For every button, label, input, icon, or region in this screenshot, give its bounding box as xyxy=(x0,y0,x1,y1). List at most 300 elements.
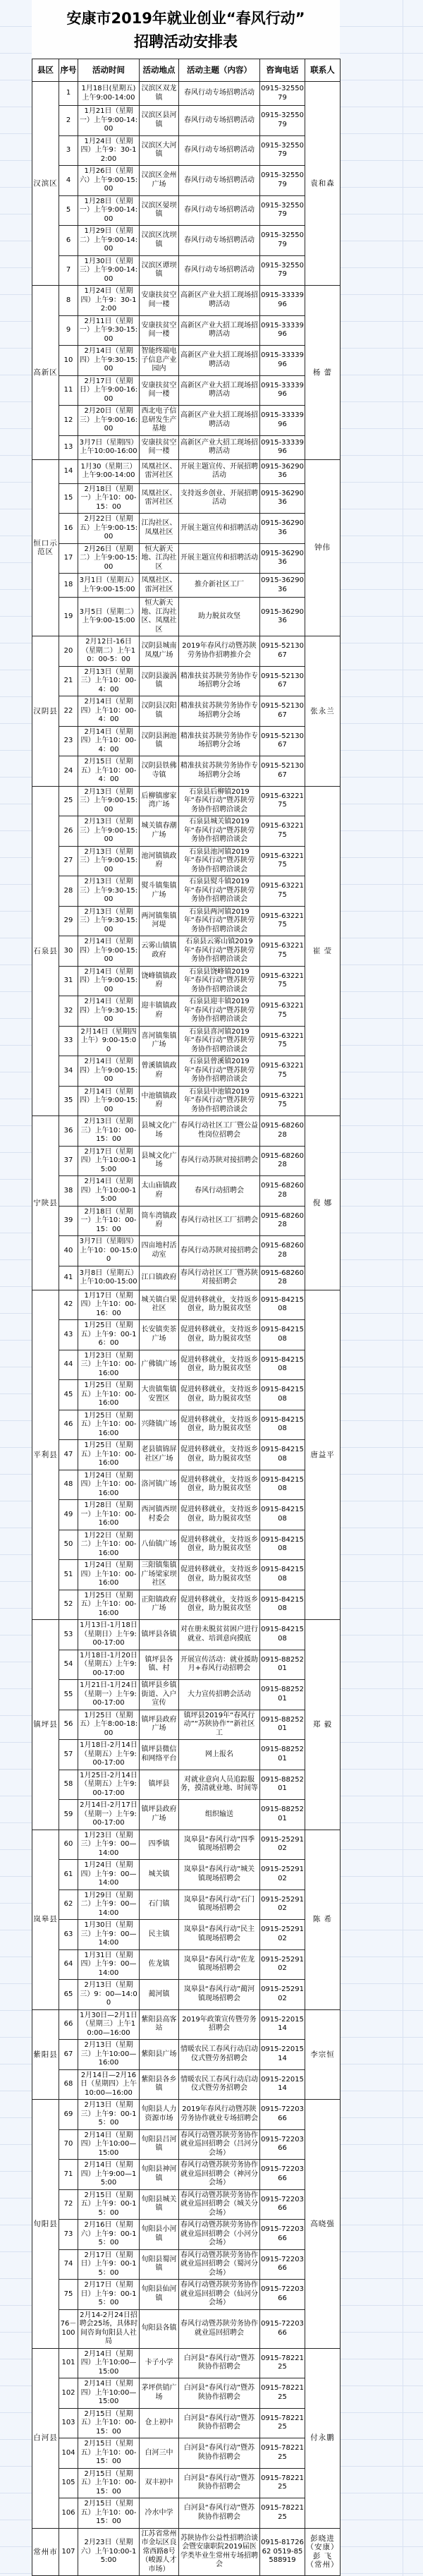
phone-cell: 0915-6322175 xyxy=(260,876,305,907)
page-title xyxy=(32,0,340,59)
contact-cell: 袁和森 xyxy=(305,82,341,286)
theme-cell: 促进转移就业，支持返乡创业，助力脱贫攻坚 xyxy=(179,1470,260,1500)
table-row xyxy=(32,2408,341,2438)
theme-cell: 春风行动专场招聘活动 xyxy=(179,82,260,106)
table-row xyxy=(32,543,341,574)
phone-cell: 0915-8172662 0519-85588919 xyxy=(260,2528,305,2576)
phone-cell: 0915-3629036 xyxy=(260,574,305,598)
time-cell: 1月21日（星期一）上午9:00-14:00 xyxy=(78,106,140,136)
contact-cell: 郑 毅 xyxy=(305,1620,341,1830)
place-cell: 恒大新天地、江沟社区、凤凰社区 xyxy=(140,598,179,636)
time-cell: 2月17日（星期四）上午10:00-15:00 xyxy=(78,1146,140,1176)
phone-cell: 0915-6826028 xyxy=(260,1266,305,1290)
phone-cell: 0915-3629036 xyxy=(260,543,305,574)
time-cell: 1月25日（星期五）上午10：00-16:00 xyxy=(78,1590,140,1620)
theme-cell: 高新区产业大招工现场招聘活动 xyxy=(179,286,260,316)
time-cell: 2月14日（星期四）上午10:00—15:00 xyxy=(78,2348,140,2378)
time-cell: 2月14日-2月17日（星期一）上午9:00-17:00 xyxy=(78,1800,140,1830)
phone-cell: 0915-8421508 xyxy=(260,1530,305,1560)
theme-cell: 石泉县饶峰镇2019年“春风行动”暨苏陕劳务协作招聘洽谈会 xyxy=(179,966,260,996)
theme-cell: 石泉县两河镇2019年“春风行动”暨苏陕劳务协作招聘洽谈会 xyxy=(179,906,260,936)
table-row xyxy=(32,786,341,816)
table-row xyxy=(32,346,341,376)
place-cell: 江苏省常州市金坛区良常西路8号（峻源人才市场） xyxy=(140,2528,179,2576)
time-cell: 1月30（星期三）上午9:00-14:00 xyxy=(78,459,140,483)
phone-cell: 0915-3629036 xyxy=(260,459,305,483)
place-cell: 镇坪县 xyxy=(140,1770,179,1800)
phone-cell: 0915-2529102 xyxy=(260,1889,305,1920)
theme-cell: 春风行动招聘会 xyxy=(179,1176,260,1207)
table-row xyxy=(32,406,341,436)
theme-cell: 石泉县迎丰镇2019年“春风行动”暨苏陕劳务协作招聘洽谈会 xyxy=(179,996,260,1027)
time-cell: 2月13日（星期三）上午9:30-15:00 xyxy=(78,876,140,907)
row-number-cell: 54 xyxy=(59,1650,78,1680)
phone-cell: 0915-8825201 xyxy=(260,1770,305,1800)
phone-cell: 0915-3255079 xyxy=(260,106,305,136)
row-number-cell: 104 xyxy=(59,2438,78,2469)
place-cell: 饶峰镇镇政府 xyxy=(140,966,179,996)
place-cell: 凤凰社区、雷河社区 xyxy=(140,459,179,483)
contact-cell: 崔 莹 xyxy=(305,786,341,1116)
phone-cell: 0915-6322175 xyxy=(260,936,305,967)
schedule-table-body xyxy=(32,82,341,2576)
theme-cell: 春风行动暨苏陕劳务协作就业巡回招聘会（仙河分会场） xyxy=(179,2280,260,2310)
schedule-table xyxy=(32,59,341,2576)
document-content xyxy=(32,0,340,2576)
table-row xyxy=(32,135,341,166)
place-cell: 紫阳县广场 xyxy=(140,2040,179,2070)
place-cell: 汉阴县涧池镇 xyxy=(140,726,179,756)
place-cell: 城关镇春潮广场 xyxy=(140,816,179,847)
county-cell: 旬阳县 xyxy=(32,2100,59,2349)
table-row xyxy=(32,906,341,936)
theme-cell: 支持返乡创业、开展招聘活动 xyxy=(179,483,260,514)
row-number-cell: 68 xyxy=(59,2069,78,2100)
time-cell: 2月14日（星期四）上午10:00-15:00 xyxy=(78,1176,140,1207)
contact-cell: 唐益平 xyxy=(305,1290,341,1620)
phone-cell: 0915-8421508 xyxy=(260,1500,305,1530)
time-cell: 1月30日（星期三）上午9:00-14:00 xyxy=(78,255,140,286)
theme-cell: 白河县“春风行动”暨苏陕协作招聘会 xyxy=(179,2348,260,2378)
theme-cell: 对就业意向人员追踪服务，摸清就业地、时间等 xyxy=(179,1770,260,1800)
contact-cell: 付永鹏 xyxy=(305,2348,341,2528)
phone-cell: 0915-6826028 xyxy=(260,1146,305,1176)
place-cell: 兴隆镇广场 xyxy=(140,1410,179,1440)
place-cell: 旬阳县仙河镇 xyxy=(140,2280,179,2310)
theme-cell: 组织输送 xyxy=(179,1800,260,1830)
time-cell: 1月24日（星期四）上午9：30-12:00 xyxy=(78,286,140,316)
theme-cell: 苏陕协作公益性招聘洽谈会暨安康职院2019届医学类毕业生常州专场招聘会 xyxy=(179,2528,260,2576)
table-row xyxy=(32,2220,341,2250)
theme-cell: 春风行动暨苏陕劳务协作就业巡回招聘会 xyxy=(179,2309,260,2348)
phone-cell: 0915-7220366 xyxy=(260,2160,305,2190)
theme-cell: 网上报名 xyxy=(179,1740,260,1770)
theme-cell: 推介新社区工厂 xyxy=(179,574,260,598)
place-cell: 江口镇政府 xyxy=(140,1266,179,1290)
place-cell: 城关镇白果社区 xyxy=(140,1290,179,1320)
row-number-cell: 37 xyxy=(59,1146,78,1176)
place-cell: 旬阳县人力资源市场 xyxy=(140,2100,179,2130)
row-number-cell: 62 xyxy=(59,1889,78,1920)
phone-cell: 0915-3629036 xyxy=(260,483,305,514)
row-number-cell: 39 xyxy=(59,1206,78,1236)
phone-cell: 0915-7220366 xyxy=(260,2309,305,2348)
phone-cell: 0915-7220366 xyxy=(260,2129,305,2160)
row-number-cell: 29 xyxy=(59,906,78,936)
theme-cell: 春风行动专场招聘活动 xyxy=(179,226,260,256)
phone-cell: 0915-2201514 xyxy=(260,2040,305,2070)
phone-cell: 0915-2201514 xyxy=(260,2069,305,2100)
table-row xyxy=(32,2040,341,2070)
time-cell: 1月25日（星期五）上午10：00-16:00 xyxy=(78,1380,140,1410)
row-number-cell: 76－100 xyxy=(59,2309,78,2348)
row-number-cell: 23 xyxy=(59,726,78,756)
time-cell: 1月24日（星期四）上午9：30-12:00 xyxy=(78,135,140,166)
row-number-cell: 69 xyxy=(59,2100,78,2130)
theme-cell: 2019年春风行动暨苏陕劳务协作就业专场招聘会 xyxy=(179,2100,260,2130)
place-cell: 汉滨区沈坝镇 xyxy=(140,226,179,256)
row-number-cell: 55 xyxy=(59,1680,78,1710)
phone-cell: 0915-2529102 xyxy=(260,1830,305,1860)
time-cell: 1月24日（星期四）上午9：00—14:00 xyxy=(78,1860,140,1890)
header-place: 活动地点 xyxy=(140,59,179,82)
theme-cell: 石泉县喜河镇2019年“春风行动”暨苏陕劳务协作招聘洽谈会 xyxy=(179,1026,260,1056)
phone-cell: 0915-6322175 xyxy=(260,1056,305,1087)
phone-cell: 0915-2529102 xyxy=(260,1920,305,1950)
contact-cell: 张永兰 xyxy=(305,636,341,787)
row-number-cell: 7 xyxy=(59,255,78,286)
table-row xyxy=(32,696,341,727)
time-cell: 2月16日（星期六）上午9：00-15：00 xyxy=(78,2220,140,2250)
theme-cell: 促进转移就业，支持返乡创业，助力脱贫攻坚 xyxy=(179,1560,260,1590)
row-number-cell: 1 xyxy=(59,82,78,106)
place-cell: 双丰初中 xyxy=(140,2468,179,2498)
theme-cell: 白河县“春风行动”暨苏陕协作招聘会 xyxy=(179,2498,260,2529)
table-row xyxy=(32,286,341,316)
place-cell: 正阳镇政府广场 xyxy=(140,1590,179,1620)
table-row xyxy=(32,315,341,346)
phone-cell: 0915-7220366 xyxy=(260,2100,305,2130)
theme-cell: 石泉县云雾山镇2019年“春风行动”暨苏陕劳务协作招聘洽谈会 xyxy=(179,936,260,967)
row-number-cell: 107 xyxy=(59,2528,78,2576)
time-cell: 1月23日（星期三）上午10：00-16:00 xyxy=(78,1350,140,1380)
row-number-cell: 28 xyxy=(59,876,78,907)
table-row xyxy=(32,375,341,406)
theme-cell: 开展主题宣传和招聘活动 xyxy=(179,514,260,544)
table-row xyxy=(32,1056,341,1087)
phone-cell: 0915-8421508 xyxy=(260,1290,305,1320)
row-number-cell: 42 xyxy=(59,1290,78,1320)
phone-cell: 0915-8421508 xyxy=(260,1620,305,1650)
time-cell: 2月14日（星期四）上午9:00-15:00 xyxy=(78,1056,140,1087)
table-row xyxy=(32,1710,341,1740)
table-row xyxy=(32,2498,341,2529)
table-row xyxy=(32,2280,341,2310)
time-cell: 2月14日（星期四）上午10：00-4：00 xyxy=(78,696,140,727)
phone-cell: 0915-3255079 xyxy=(260,255,305,286)
place-cell: 凤凰社区、雷河社区 xyxy=(140,483,179,514)
time-cell: 2月26日（星期二）上午9:00-15:00 xyxy=(78,543,140,574)
time-cell: 2月18日（星期一）上午10：00-15：00 xyxy=(78,483,140,514)
theme-cell: 精准扶贫苏陕劳务协作专场招聘分会场 xyxy=(179,696,260,727)
table-row xyxy=(32,2129,341,2160)
theme-cell: 高新区产业大招工现场招聘活动 xyxy=(179,315,260,346)
phone-cell: 0915-7822125 xyxy=(260,2468,305,2498)
row-number-cell: 30 xyxy=(59,936,78,967)
table-row xyxy=(32,1530,341,1560)
theme-cell: 开展宣传活动：就业援助月+春风行动招聘会 xyxy=(179,1650,260,1680)
phone-cell: 0915-3629036 xyxy=(260,514,305,544)
theme-cell: 石泉县城关镇2019年“春风行动”暨苏陕劳务协作招聘洽谈会 xyxy=(179,816,260,847)
table-row xyxy=(32,726,341,756)
table-row xyxy=(32,1350,341,1380)
table-row xyxy=(32,598,341,636)
place-cell: 镇坪县政府广场 xyxy=(140,1710,179,1740)
table-row xyxy=(32,876,341,907)
table-row xyxy=(32,1266,341,1290)
table-row xyxy=(32,1980,341,2010)
time-cell: 1月25日（星期五）上午10：00-16:00 xyxy=(78,1410,140,1440)
time-cell: 1月25日（星期五）上午10：00-16:00 xyxy=(78,1440,140,1470)
phone-cell: 0915-8825201 xyxy=(260,1740,305,1770)
row-number-cell: 71 xyxy=(59,2160,78,2190)
theme-cell: 春风行动暨苏陕劳务协作就业巡回招聘会（神河分会场） xyxy=(179,2160,260,2190)
phone-cell: 0915-3255079 xyxy=(260,135,305,166)
table-row xyxy=(32,1320,341,1350)
theme-cell: 白河县“春风行动”暨苏陕协作招聘会 xyxy=(179,2468,260,2498)
time-cell: 2月13日（星期三）上午9：00-15：00 xyxy=(78,2100,140,2130)
theme-cell: 开展主题宣传和招聘活动 xyxy=(179,543,260,574)
phone-cell: 0915-8421508 xyxy=(260,1410,305,1440)
phone-cell: 0915-6322175 xyxy=(260,1026,305,1056)
time-cell: 2月15日（星期五）上午9：00-15：00 xyxy=(78,2189,140,2220)
row-number-cell: 12 xyxy=(59,406,78,436)
row-number-cell: 2 xyxy=(59,106,78,136)
time-cell: 2月14日—2月16日（星期四）上午10:00—16:00 xyxy=(78,2069,140,2100)
place-cell: 紫阳县高客站 xyxy=(140,2009,179,2040)
place-cell: 汉滨区晏坝镇 xyxy=(140,195,179,226)
row-number-cell: 58 xyxy=(59,1770,78,1800)
header-theme: 活动主题（内容） xyxy=(179,59,260,82)
time-cell: 2月13日（星期三）上午10：00-15：00 xyxy=(78,1116,140,1147)
table-row xyxy=(32,514,341,544)
place-cell: 冷水中学 xyxy=(140,2498,179,2529)
phone-cell: 0915-6826028 xyxy=(260,1206,305,1236)
place-cell: 汉阴县城南凤凰广场 xyxy=(140,636,179,667)
theme-cell: 高新区产业大招工现场招聘活动 xyxy=(179,406,260,436)
phone-cell: 0915-6322175 xyxy=(260,966,305,996)
contact-cell: 陈 希 xyxy=(305,1830,341,2009)
theme-cell: 促进转移就业，支持返乡创业，助力脱贫攻坚 xyxy=(179,1590,260,1620)
theme-cell: 情暖农民工春风行动启动仪式暨劳务招聘会 xyxy=(179,2040,260,2070)
time-cell: 2月11日（星期一）上午9:30-15:00 xyxy=(78,315,140,346)
county-cell: 汉阴县 xyxy=(32,636,59,787)
phone-cell: 0915-3255079 xyxy=(260,226,305,256)
theme-cell: 促进转移就业，支持返乡创业，助力脱贫攻坚 xyxy=(179,1380,260,1410)
row-number-cell: 8 xyxy=(59,286,78,316)
theme-cell: 岚皋县“春风行动”石门镇现场招聘会 xyxy=(179,1889,260,1920)
time-cell: 1月28日（星期一）上午9:00-14:00 xyxy=(78,195,140,226)
phone-cell: 0915-7822125 xyxy=(260,2438,305,2469)
theme-cell: 促进转移就业，支持返乡创业，助力脱贫攻坚 xyxy=(179,1350,260,1380)
time-cell: 2月17日（星期日）上午9：00-15：00 xyxy=(78,2280,140,2310)
row-number-cell: 61 xyxy=(59,1860,78,1890)
theme-cell: 石泉县中池镇2019年“春风行动”暨苏陕劳务协作招聘洽谈会 xyxy=(179,1086,260,1116)
row-number-cell: 105 xyxy=(59,2468,78,2498)
time-cell: 1月29日（星期二）上午9：00—14:00 xyxy=(78,1889,140,1920)
time-cell: 2月15日（星期五）上午10：00-15：00 xyxy=(78,2438,140,2469)
table-row xyxy=(32,1236,341,1266)
row-number-cell: 32 xyxy=(59,996,78,1027)
theme-cell: 白河县“春风行动”暨苏陕协作招聘会 xyxy=(179,2438,260,2469)
phone-cell: 0915-5213067 xyxy=(260,636,305,667)
row-number-cell: 53 xyxy=(59,1620,78,1650)
place-cell: 凤凰社区、雷河社区 xyxy=(140,574,179,598)
theme-cell: 促进转移就业，支持返乡创业，助力脱贫攻坚 xyxy=(179,1500,260,1530)
header-phone: 咨询电话 xyxy=(260,59,305,82)
place-cell: 西北电子信息研发生产基地 xyxy=(140,406,179,436)
place-cell: 智能终端电子信息产业园内 xyxy=(140,346,179,376)
theme-cell: 高新区产业大招工现场招聘活动 xyxy=(179,375,260,406)
table-row xyxy=(32,1800,341,1830)
row-number-cell: 25 xyxy=(59,786,78,816)
time-cell: 2月14日（星期四）上午9:30-15:00 xyxy=(78,346,140,376)
time-cell: 1月17日（星期四）上午10：00-16：00 xyxy=(78,1290,140,1320)
phone-cell: 0915-8421508 xyxy=(260,1380,305,1410)
row-number-cell: 6 xyxy=(59,226,78,256)
place-cell: 三阳镇集镇广场梁家坝社区 xyxy=(140,1560,179,1590)
time-cell: 2月12日-16日（星期二）上午10：00-5：00 xyxy=(78,636,140,667)
time-cell: 2月14日（星期四）上午9:00-15:00 xyxy=(78,1086,140,1116)
theme-cell: 春风行动苏陕对接招聘会 xyxy=(179,1236,260,1266)
row-number-cell: 72 xyxy=(59,2189,78,2220)
row-number-cell: 63 xyxy=(59,1920,78,1950)
county-cell: 高新区 xyxy=(32,286,59,460)
row-number-cell: 44 xyxy=(59,1350,78,1380)
phone-cell: 0915-3333996 xyxy=(260,315,305,346)
theme-cell: 岚皋县“春风行动”民主镇现场招聘会 xyxy=(179,1920,260,1950)
place-cell: 镇坪县政府广场 xyxy=(140,1800,179,1830)
row-number-cell: 106 xyxy=(59,2498,78,2529)
table-row xyxy=(32,2348,341,2378)
table-row xyxy=(32,2009,341,2040)
place-cell: 民主镇 xyxy=(140,1920,179,1950)
contact-cell: 倪 娜 xyxy=(305,1116,341,1290)
row-number-cell: 57 xyxy=(59,1740,78,1770)
county-cell: 恒口示范区 xyxy=(32,459,59,636)
county-cell: 镇坪县 xyxy=(32,1620,59,1830)
time-cell: 2月15日（星期五）上午10：00-4：00 xyxy=(78,756,140,787)
place-cell: 两河镇集镇河堤 xyxy=(140,906,179,936)
table-row xyxy=(32,996,341,1027)
place-cell: 汉滨区县河镇 xyxy=(140,106,179,136)
row-number-cell: 60 xyxy=(59,1830,78,1860)
theme-cell: 促进转移就业，支持返乡创业，助力脱贫攻坚 xyxy=(179,1320,260,1350)
row-number-cell: 40 xyxy=(59,1236,78,1266)
theme-cell: 白河县“春风行动”暨苏陕协作招聘会 xyxy=(179,2408,260,2438)
place-cell: 汉滨区谭坝镇 xyxy=(140,255,179,286)
county-cell: 常州市 xyxy=(32,2528,59,2576)
time-cell: 2月13日（星期三）上午9:00-15:00 xyxy=(78,816,140,847)
row-number-cell: 67 xyxy=(59,2040,78,2070)
time-cell: 1月31日（星期四）上午9：00—14:00 xyxy=(78,1949,140,1980)
time-cell: 1月21日-1月24日（星期一）上午9:00-17:00 xyxy=(78,1680,140,1710)
theme-cell: 开展主题宣传、开展招聘活动 xyxy=(179,459,260,483)
theme-cell: 春风行动专场招聘活动 xyxy=(179,166,260,196)
place-cell: 佐龙镇 xyxy=(140,1949,179,1980)
theme-cell: 春风行动暨苏陕劳务协作就业巡回招聘会（小河分会场） xyxy=(179,2220,260,2250)
time-cell: 2月14日（星期四）上午10:00—15:00 xyxy=(78,2378,140,2409)
place-cell: 县城文化广场 xyxy=(140,1116,179,1147)
theme-cell: 春风行动社区工厂暨公益性岗位招聘会 xyxy=(179,1116,260,1147)
time-cell: 2月14日（星期四）上午9:00-15:00 xyxy=(78,966,140,996)
row-number-cell: 24 xyxy=(59,756,78,787)
time-cell: 2月14日（星期四）上午9:00-15:00 xyxy=(78,936,140,967)
table-row xyxy=(32,1560,341,1590)
phone-cell: 0915-8825201 xyxy=(260,1710,305,1740)
place-cell: 卡子小学 xyxy=(140,2348,179,2378)
place-cell: 池河镇镇政府 xyxy=(140,846,179,876)
table-row xyxy=(32,255,341,286)
place-cell: 旬阳县各镇 xyxy=(140,2309,179,2348)
table-row xyxy=(32,1500,341,1530)
place-cell: 汉滨区大河镇 xyxy=(140,135,179,166)
table-row xyxy=(32,82,341,106)
table-row xyxy=(32,435,341,459)
phone-cell: 0915-7220366 xyxy=(260,2220,305,2250)
place-cell: 长安镇奕茶广场 xyxy=(140,1320,179,1350)
time-cell: 1月29日（星期二）上午9:00-14:00 xyxy=(78,226,140,256)
theme-cell: 白河县“春风行动”暨苏陕协作招聘会 xyxy=(179,2378,260,2409)
row-number-cell: 5 xyxy=(59,195,78,226)
time-cell: 1月30日（星期三）上午9：00—14:00 xyxy=(78,1920,140,1950)
row-number-cell: 48 xyxy=(59,1470,78,1500)
row-number-cell: 11 xyxy=(59,375,78,406)
contact-cell: 钟伟 xyxy=(305,459,341,636)
table-row xyxy=(32,2249,341,2280)
row-number-cell: 18 xyxy=(59,574,78,598)
row-number-cell: 10 xyxy=(59,346,78,376)
row-number-cell: 3 xyxy=(59,135,78,166)
phone-cell: 0915-6826028 xyxy=(260,1176,305,1207)
place-cell: 曾溪镇镇政府 xyxy=(140,1056,179,1087)
table-row xyxy=(32,226,341,256)
time-cell: 1月18日(星期五)上午9:00-14:00 xyxy=(78,82,140,106)
phone-cell: 0915-8421508 xyxy=(260,1440,305,1470)
place-cell: 镇坪县乡镇街道、入户宣传 xyxy=(140,1680,179,1710)
phone-cell: 0915-5213067 xyxy=(260,666,305,696)
theme-cell: 岚皋县“春风行动”佐龙镇现场招聘会 xyxy=(179,1949,260,1980)
time-cell: 1月23日（星期三）上午9：00—14:00 xyxy=(78,1830,140,1860)
theme-cell: 春风行动社区工厂暨苏陕对接招聘会 xyxy=(179,1266,260,1290)
phone-cell: 0915-7822125 xyxy=(260,2408,305,2438)
place-cell: 汉滨区金州广场 xyxy=(140,166,179,196)
table-row xyxy=(32,195,341,226)
theme-cell: 春风行动专场招聘活动 xyxy=(179,195,260,226)
time-cell: 2月13日（星期三）上午10：00-4：00 xyxy=(78,666,140,696)
table-row xyxy=(32,2528,341,2576)
phone-cell: 0915-8825201 xyxy=(260,1680,305,1710)
table-header-row xyxy=(32,59,341,82)
phone-cell: 0915-7822125 xyxy=(260,2498,305,2529)
time-cell: 2月17日（星期日）上午9:00-16:00 xyxy=(78,375,140,406)
row-number-cell: 36 xyxy=(59,1116,78,1147)
place-cell: 洛河镇广场 xyxy=(140,1470,179,1500)
county-cell: 汉滨区 xyxy=(32,82,59,286)
place-cell: 广佛镇广场 xyxy=(140,1350,179,1380)
theme-cell: 岚皋县“春风行动”蔺河镇现场招聘会 xyxy=(179,1980,260,2010)
table-row xyxy=(32,2189,341,2220)
